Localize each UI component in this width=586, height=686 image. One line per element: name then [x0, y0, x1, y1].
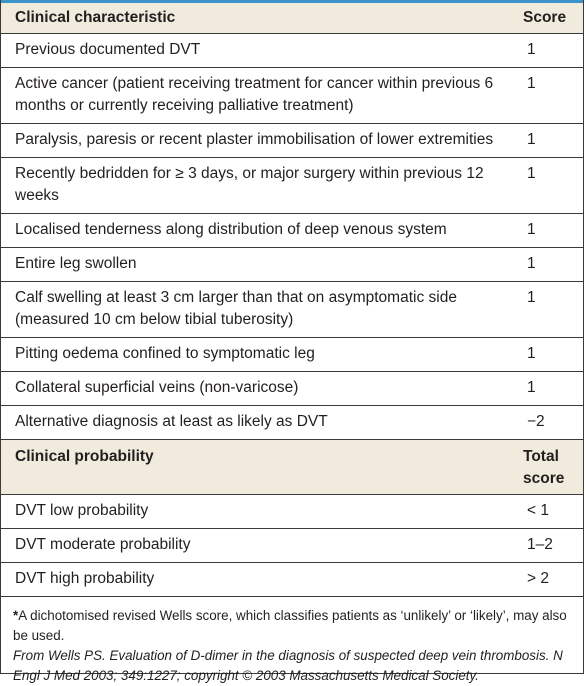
- characteristic-label: Previous documented DVT: [1, 34, 509, 68]
- characteristic-score: 1: [509, 282, 583, 338]
- table-row: [1, 124, 583, 158]
- score-table: [1, 3, 583, 597]
- table-row: [1, 68, 583, 124]
- characteristic-label: Recently bedridden for ≥ 3 days, or major surgery within previous 12 weeks: [1, 158, 509, 214]
- characteristic-label: Alternative diagnosis at least as likely as DVT: [1, 406, 509, 440]
- footnote-body: A dichotomised revised Wells score, which classifies patients as ‘unlikely’ or ‘likely’, may also be used.: [13, 608, 567, 643]
- table-row: [1, 406, 583, 440]
- characteristic-label: Active cancer (patient receiving treatment for cancer within previous 6 months or currently receiving palliative treatment): [1, 68, 509, 124]
- table-row: [1, 372, 583, 406]
- table-row: [1, 495, 583, 529]
- header-score: Score: [509, 3, 583, 34]
- characteristic-score: 1: [509, 248, 583, 282]
- table-row: [1, 214, 583, 248]
- table-row: [1, 563, 583, 597]
- probability-label: DVT moderate probability: [1, 529, 509, 563]
- probability-label: DVT high probability: [1, 563, 509, 597]
- characteristic-score: 1: [509, 34, 583, 68]
- header-row-probability: [1, 440, 583, 495]
- table-row: [1, 529, 583, 563]
- table-row: [1, 34, 583, 68]
- characteristic-label: Entire leg swollen: [1, 248, 509, 282]
- header-label: Clinical characteristic: [1, 3, 509, 34]
- footnote-source: From Wells PS. Evaluation of D-dimer in the diagnosis of suspected deep vein thrombosis. N Engl J Med 2003; 349:1227; copyright © 2003 Massachusetts Medical Society.: [13, 648, 563, 683]
- header-label: Clinical probability: [1, 440, 509, 495]
- characteristic-label: Pitting oedema confined to symptomatic leg: [1, 338, 509, 372]
- table-row: [1, 282, 583, 338]
- footnote: [1, 597, 583, 686]
- characteristic-label: Calf swelling at least 3 cm larger than that on asymptomatic side (measured 10 cm below tibial tuberosity): [1, 282, 509, 338]
- characteristic-label: Paralysis, paresis or recent plaster immobilisation of lower extremities: [1, 124, 509, 158]
- characteristic-score: 1: [509, 158, 583, 214]
- table-row: [1, 248, 583, 282]
- characteristic-score: 1: [509, 68, 583, 124]
- table-row: [1, 158, 583, 214]
- characteristic-label: Localised tenderness along distribution of deep venous system: [1, 214, 509, 248]
- probability-score: 1–2: [509, 529, 583, 563]
- footnote-marker: *: [13, 608, 19, 623]
- table-row: [1, 338, 583, 372]
- characteristic-score: −2: [509, 406, 583, 440]
- characteristic-label: Collateral superficial veins (non-varicose): [1, 372, 509, 406]
- probability-label: DVT low probability: [1, 495, 509, 529]
- characteristic-score: 1: [509, 338, 583, 372]
- characteristic-score: 1: [509, 214, 583, 248]
- header-row-characteristic: [1, 3, 583, 34]
- header-score: Total score: [509, 440, 583, 495]
- probability-score: > 2: [509, 563, 583, 597]
- characteristic-score: 1: [509, 372, 583, 406]
- footnote-text: [13, 606, 571, 646]
- probability-score: < 1: [509, 495, 583, 529]
- characteristic-score: 1: [509, 124, 583, 158]
